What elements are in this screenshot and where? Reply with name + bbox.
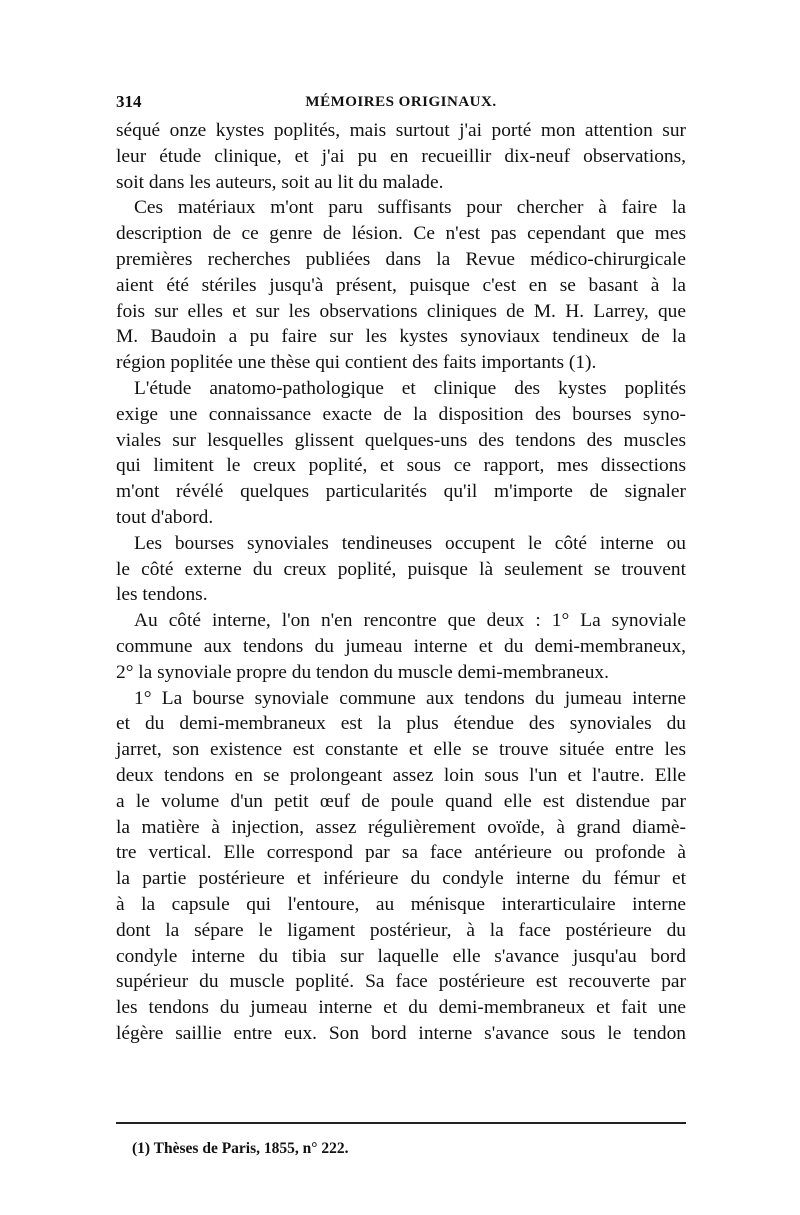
text-line: viales sur lesquelles glissent quelques-uns des tendons des muscles [116,429,686,451]
text-line: qui limitent le creux poplité, et sous ce rapport, mes dissections [116,455,686,477]
text-line: deux tendons en se prolongeant assez loin sous l'un et l'autre. Elle [116,764,686,786]
text-line: premières recherches publiées dans la Revue médico-chirurgicale [116,248,686,270]
text-line: 1° La bourse synoviale commune aux tendons du jumeau interne [134,687,686,709]
text-line: le côté externe du creux poplité, puisque là seulement se trouvent [116,558,686,580]
text-line: soit dans les auteurs, soit au lit du malade. [116,171,444,193]
text-line: fois sur elles et sur les observations cliniques de M. H. Larrey, que [116,300,686,322]
page-number: 314 [116,92,142,111]
page-content [116,92,686,1047]
text-line: la partie postérieure et inférieure du condyle interne du fémur et [116,868,686,890]
text-line: tre vertical. Elle correspond par sa face antérieure ou profonde à [116,842,686,864]
text-line: aient été stériles jusqu'à présent, puisque c'est en se basant à la [116,274,686,296]
text-line: supérieur du muscle poplité. Sa face postérieure est recouverte par [116,971,686,993]
text-line: leur étude clinique, et j'ai pu en recueillir dix-neuf observations, [116,145,686,167]
text-line: à la capsule qui l'entoure, au ménisque interarticulaire interne [116,893,686,915]
text-line: les tendons. [116,584,208,606]
body-text [116,118,686,1047]
text-line: la matière à injection, assez régulièrement ovoïde, à grand diamè- [116,816,686,838]
text-line: commune aux tendons du jumeau interne et du demi-membraneux, [116,635,686,657]
text-line: jarret, son existence est constante et elle se trouve située entre les [116,739,686,761]
text-line: Ces matériaux m'ont paru suffisants pour chercher à faire la [134,197,686,219]
text-line: description de ce genre de lésion. Ce n'est pas cependant que mes [116,223,686,245]
text-line: a le volume d'un petit œuf de poule quand elle est distendue par [116,790,686,812]
footnote: (1) Thèses de Paris, 1855, n° 222. [132,1140,349,1157]
text-line: L'étude anatomo-pathologique et clinique des kystes poplités [134,377,686,399]
text-line: M. Baudoin a pu faire sur les kystes synoviaux tendineux de la [116,326,686,348]
text-line: et du demi-membraneux est la plus étendue des synoviales du [116,713,686,735]
text-line: m'ont révélé quelques particularités qu'il m'importe de signaler [116,481,686,503]
text-line: tout d'abord. [116,506,214,528]
text-line: Au côté interne, l'on n'en rencontre que deux : 1° La synoviale [134,610,686,632]
text-line: Les bourses synoviales tendineuses occupent le côté interne ou [134,532,686,554]
text-line: exige une connaissance exacte de la disposition des bourses syno- [116,403,686,425]
text-line: condyle interne du tibia sur laquelle elle s'avance jusqu'au bord [116,945,686,967]
footnote-rule [116,1122,686,1124]
running-title: MÉMOIRES ORIGINAUX. [305,94,497,110]
text-line: région poplitée une thèse qui contient des faits importants (1). [116,352,597,374]
text-line: légère saillie entre eux. Son bord interne s'avance sous le tendon [116,1022,686,1044]
page-header [116,92,686,118]
text-line: les tendons du jumeau interne et du demi-membraneux et fait une [116,997,686,1019]
text-line: dont la sépare le ligament postérieur, à la face postérieure du [116,919,686,941]
text-line: séqué onze kystes poplités, mais surtout j'ai porté mon attention sur [116,120,686,141]
text-line: 2° la synoviale propre du tendon du muscle demi-membraneux. [116,661,609,683]
